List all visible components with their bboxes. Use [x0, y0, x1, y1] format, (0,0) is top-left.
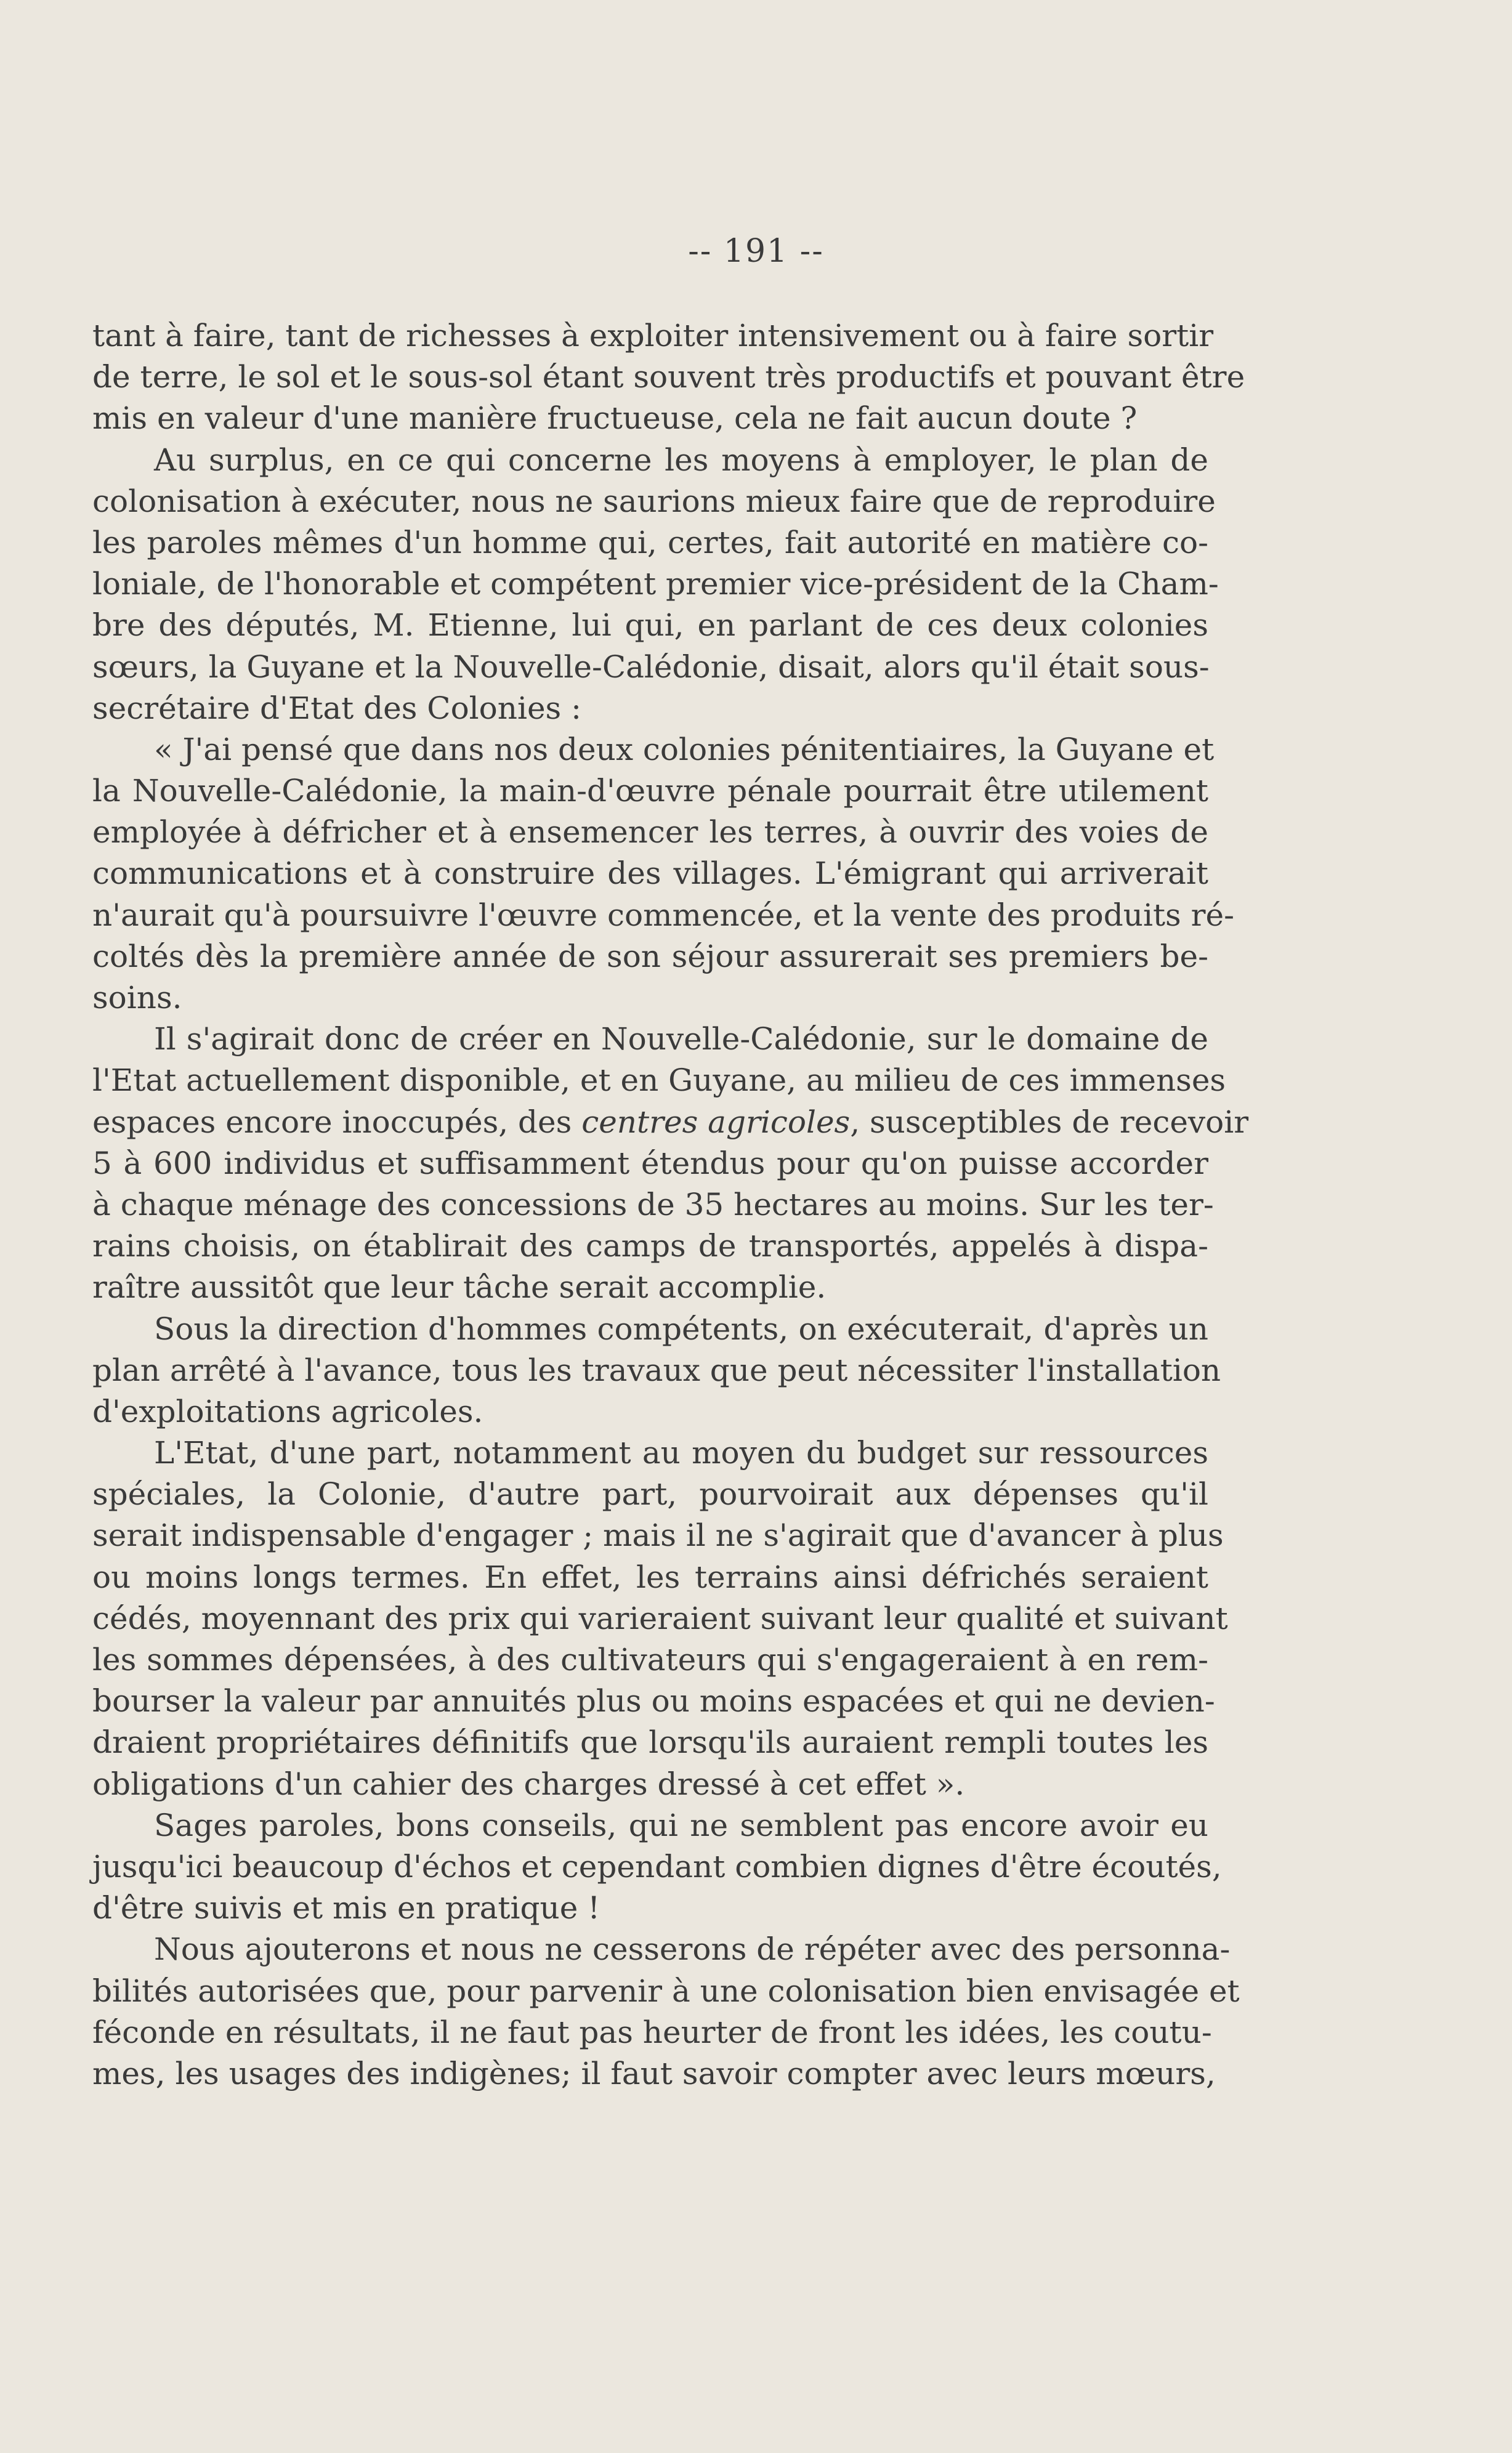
text-line: bilités autorisées que, pour parvenir à une colonisation bien envisagée et: [92, 1973, 1240, 2009]
text-line: secrétaire d'Etat des Colonies :: [92, 690, 581, 726]
text-line: mis en valeur d'une manière fructueuse, cela ne fait aucun doute ?: [92, 400, 1138, 437]
text-line: l'Etat actuellement disponible, et en Guyane, au milieu de ces immenses: [92, 1062, 1226, 1099]
text-line: « J'ai pensé que dans nos deux colonies pénitentiaires, la Guyane et: [154, 731, 1215, 767]
text-line: bre des députés, M. Etienne, lui qui, en parlant de ces deux colonies: [92, 607, 1208, 644]
text-line: les paroles mêmes d'un homme qui, certes, fait autorité en matière co-: [92, 524, 1208, 560]
text-line: colonisation à exécuter, nous ne saurions mieux faire que de reproduire: [92, 483, 1216, 519]
text-line: [92, 1102, 1249, 1143]
text-line: Au surplus, en ce qui concerne les moyens à employer, le plan de: [154, 442, 1208, 478]
text-line: employée à défricher et à ensemencer les terres, à ouvrir des voies de: [92, 814, 1208, 851]
text-line: spéciales, la Colonie, d'autre part, pourvoirait aux dépenses qu'il: [92, 1476, 1208, 1513]
text-line: rains choisis, on établirait des camps de transportés, appelés à dispa-: [92, 1228, 1208, 1264]
text-line: la Nouvelle-Calédonie, la main-d'œuvre pénale pourrait être utilement: [92, 773, 1208, 809]
page-number: -- 191 --: [688, 233, 824, 270]
text-line: soins.: [92, 980, 182, 1016]
text-line: L'Etat, d'une part, notamment au moyen du budget sur ressources: [154, 1435, 1208, 1471]
text-line: coltés dès la première année de son séjour assurerait ses premiers be-: [92, 938, 1208, 974]
italic-phrase: centres agricoles: [581, 1104, 851, 1140]
text-line: Sous la direction d'hommes compétents, on exécuterait, d'après un: [154, 1311, 1208, 1347]
text-line: les sommes dépensées, à des cultivateurs qui s'engageraient à en rem-: [92, 1642, 1208, 1678]
text-line: féconde en résultats, il ne faut pas heurter de front les idées, les coutu-: [92, 2014, 1212, 2050]
text-line: ou moins longs termes. En effet, les terrains ainsi défrichés seraient: [92, 1559, 1208, 1595]
text-line: d'exploitations agricoles.: [92, 1393, 483, 1429]
text-line: serait indispensable d'engager ; mais il ne s'agirait que d'avancer à plus: [92, 1517, 1224, 1554]
text-segment: , susceptibles de recevoir: [850, 1104, 1249, 1140]
text-line: Il s'agirait donc de créer en Nouvelle-Calédonie, sur le domaine de: [154, 1021, 1208, 1057]
text-line: mes, les usages des indigènes; il faut savoir compter avec leurs mœurs,: [92, 2055, 1216, 2091]
text-line: n'aurait qu'à poursuivre l'œuvre commencée, et la vente des produits ré-: [92, 897, 1234, 933]
text-line: communications et à construire des villages. L'émigrant qui arriverait: [92, 855, 1208, 892]
text-line: de terre, le sol et le sous-sol étant souvent très productifs et pouvant être: [92, 359, 1245, 395]
text-line: bourser la valeur par annuités plus ou moins espacées et qui ne devien-: [92, 1683, 1215, 1720]
text-line: jusqu'ici beaucoup d'échos et cependant combien dignes d'être écoutés,: [92, 1848, 1222, 1885]
text-line: Sages paroles, bons conseils, qui ne semblent pas encore avoir eu: [154, 1807, 1208, 1843]
text-line: Nous ajouterons et nous ne cesserons de répéter avec des personna-: [154, 1931, 1231, 1968]
text-line: à chaque ménage des concessions de 35 hectares au moins. Sur les ter-: [92, 1186, 1214, 1222]
text-segment: espaces encore inoccupés, des: [92, 1104, 582, 1140]
text-line: tant à faire, tant de richesses à exploiter intensivement ou à faire sortir: [92, 318, 1214, 354]
text-line: loniale, de l'honorable et compétent premier vice-président de la Cham-: [92, 566, 1219, 602]
body-text: [92, 315, 1249, 2095]
text-line: d'être suivis et mis en pratique !: [92, 1890, 600, 1926]
text-line: raître aussitôt que leur tâche serait accomplie.: [92, 1269, 827, 1306]
text-line: draient propriétaires définitifs que lorsqu'ils auraient rempli toutes les: [92, 1724, 1208, 1761]
text-line: plan arrêté à l'avance, tous les travaux que peut nécessiter l'installation: [92, 1352, 1221, 1388]
text-line: sœurs, la Guyane et la Nouvelle-Calédonie, disait, alors qu'il était sous-: [92, 649, 1210, 685]
text-line: obligations d'un cahier des charges dressé à cet effet ».: [92, 1766, 965, 1802]
text-line: 5 à 600 individus et suffisamment étendus pour qu'on puisse accorder: [92, 1145, 1208, 1181]
text-line: cédés, moyennant des prix qui varieraient suivant leur qualité et suivant: [92, 1600, 1228, 1636]
